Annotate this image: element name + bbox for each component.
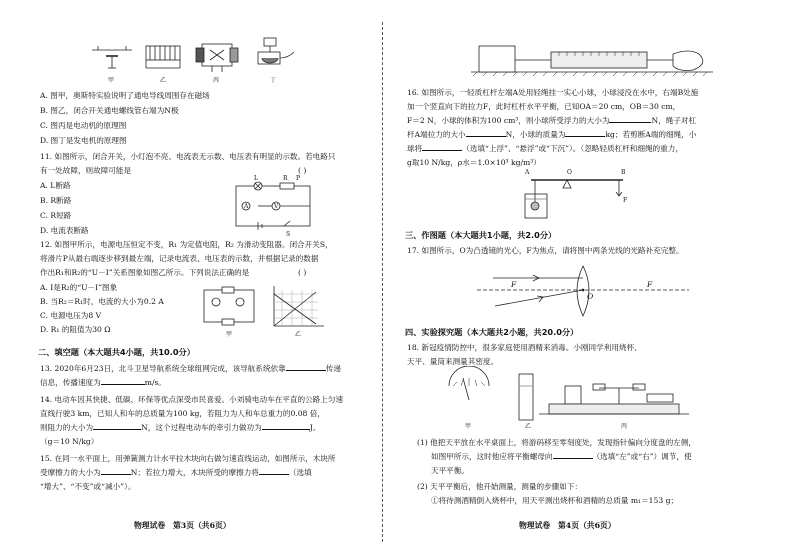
q10-option-d[interactable]: D. 图丁是发电机的原理图 bbox=[40, 136, 127, 145]
q16-blank-3[interactable] bbox=[565, 136, 605, 137]
q16-label-a: A bbox=[525, 169, 530, 176]
q13-text-c: 信息，传播速度为 bbox=[40, 378, 101, 387]
q12-stem-line3: 作出R₁和R₂的“U－I”关系图象如图乙所示。下列说法正确的是 bbox=[40, 268, 250, 277]
q12-fig-label-yi: 乙 bbox=[295, 331, 302, 338]
q11-option-c[interactable]: C. R短路 bbox=[40, 211, 72, 220]
q11-label-r: R bbox=[283, 175, 288, 182]
q10-figure-ding bbox=[252, 36, 298, 76]
q17-label-o: O bbox=[587, 292, 594, 301]
q11-option-b[interactable]: B. R断路 bbox=[40, 196, 72, 205]
q16-line3 bbox=[407, 116, 696, 126]
q12-option-c[interactable]: C. 电源电压为8 V bbox=[40, 311, 102, 320]
q16-text-c: 杆A端拉力的大小 bbox=[407, 130, 466, 139]
q16-text-e: kg；若剪断A端的细绳，小 bbox=[605, 130, 697, 139]
q10-fig-label-jia: 甲 bbox=[108, 77, 115, 84]
q18-line2: 天平、量筒来测量其密度。 bbox=[407, 357, 499, 366]
q12-option-b[interactable]: B. 当R₂＝R₁时，电流的大小为0.2 A bbox=[40, 297, 164, 306]
q13-text-b: 传递 bbox=[325, 364, 341, 373]
q12-fig-label-jia: 甲 bbox=[226, 331, 233, 338]
q16-line4 bbox=[407, 130, 696, 140]
q11-label-l: L bbox=[254, 175, 258, 182]
q11-label-s: S bbox=[286, 231, 291, 238]
q18-sub2-line2: ①将待测酒精倒入烧杯中，用天平测出烧杯和酒精的总质量 m₁＝153 g； bbox=[431, 496, 679, 505]
q15-text-a: 受摩擦力的大小为 bbox=[40, 468, 101, 477]
q10-option-b[interactable]: B. 图乙，闭合开关通电螺线管右端为N极 bbox=[40, 106, 179, 115]
q11-label-a: A bbox=[244, 203, 249, 210]
q16-line6: g取10 N/kg，ρ水＝1.0×10³ kg/m³） bbox=[407, 158, 541, 167]
q11-answer-paren: ( ) bbox=[298, 166, 307, 175]
q14-text-a: 则阻力的大小为 bbox=[40, 423, 94, 432]
q10-figure-bing bbox=[192, 38, 242, 74]
q16-blank-1[interactable] bbox=[609, 122, 651, 123]
q12-option-d[interactable]: D. R₁ 的阻值为30 Ω bbox=[40, 325, 111, 334]
q11-stem-line2: 有一处故障，则故障可能是 bbox=[40, 166, 132, 175]
q15-line3: “增大”、“不变”或“减小”）。 bbox=[40, 482, 136, 491]
q15-line1: 15. 在同一水平面上，用弹簧测力计水平拉木块向右做匀速直线运动，如图所示，木块所 bbox=[40, 454, 336, 463]
left-page bbox=[0, 0, 372, 560]
q13-text-a: 13. 2020年6月23日，北斗卫星导航系统全球组网完成，该导航系统依靠 bbox=[40, 364, 286, 373]
q14-blank-1[interactable] bbox=[93, 429, 141, 430]
q16-label-b: B bbox=[621, 169, 626, 176]
q11-label-p: P bbox=[296, 175, 301, 182]
q16-blank-4[interactable] bbox=[422, 150, 462, 151]
q12-ui-graph bbox=[268, 282, 326, 332]
q16-label-o: O bbox=[567, 169, 572, 176]
q18-balance-figure bbox=[439, 366, 729, 424]
q10-figure-yi bbox=[142, 38, 184, 74]
q15-text-c: （选填 bbox=[288, 468, 312, 477]
q16-lever-figure bbox=[523, 172, 633, 222]
q18-sub1-line1: (1) 他把天平放在水平桌面上，将游码移至零刻度处，发现指针偏向分度盘的左侧， bbox=[417, 438, 696, 447]
q15-line2 bbox=[40, 468, 312, 478]
q13-blank-2[interactable] bbox=[101, 384, 145, 385]
q11-circuit-diagram bbox=[228, 180, 318, 236]
q10-fig-label-yi: 乙 bbox=[160, 77, 167, 84]
section4-heading: 四、实验探究题（本大题共2小题，共20.0分） bbox=[405, 327, 579, 337]
q11-label-v: V bbox=[274, 203, 279, 210]
q18-text-b: （选填“左”或“右”）调节，使 bbox=[592, 452, 692, 461]
q16-label-f: F bbox=[623, 197, 628, 204]
q10-option-c[interactable]: C. 图丙是电动机的原理图 bbox=[40, 121, 127, 130]
q14-blank-2[interactable] bbox=[262, 429, 310, 430]
q16-text-a: F＝2 N，小球的体积为100 cm³，则小球所受浮力的大小为 bbox=[407, 116, 610, 125]
q12-answer-paren: ( ) bbox=[298, 268, 307, 277]
q18-sub2-line1: (2) 天平平衡后，他开始测量，测量的步骤如下： bbox=[417, 482, 583, 491]
q18-text-a: 如图甲所示，这时他应将平衡螺母向 bbox=[431, 452, 553, 461]
q16-line2: 加一个竖直向下的拉力F，此时杠杆水平平衡，已知OA＝20 cm，OB＝30 cm， bbox=[407, 102, 681, 111]
right-page-footer: 物理试卷 第4页（共6页） bbox=[519, 521, 616, 530]
q10-fig-label-bing: 丙 bbox=[213, 77, 220, 84]
q16-line1: 16. 如图所示，一轻质杠杆左端A处用轻绳挂一实心小球，小球浸没在水中，右端B处施 bbox=[407, 88, 699, 97]
q16-blank-2[interactable] bbox=[466, 136, 506, 137]
q10-option-a[interactable]: A. 图甲，奥斯特实验说明了通电导线周围存在磁场 bbox=[40, 91, 210, 100]
q17-lens-figure bbox=[473, 262, 693, 320]
q18-line1: 18. 新冠疫情防控中，很多家庭使用酒精来消毒。小刚同学利用烧杯、 bbox=[407, 343, 642, 352]
section3-heading: 三、作图题（本大题共1小题，共2.0分） bbox=[405, 230, 557, 240]
left-page-footer: 物理试卷 第3页（共6页） bbox=[134, 521, 231, 530]
q12-circuit-figure bbox=[198, 284, 260, 330]
q17-label-f-right: F bbox=[647, 280, 653, 289]
q14-text-c: J。 bbox=[309, 423, 321, 432]
q10-fig-label-ding: 丁 bbox=[270, 77, 277, 84]
q17-label-f-left: F bbox=[511, 280, 517, 289]
q10-figure-jia bbox=[88, 38, 136, 74]
q15-text-b: N；若拉力增大，木块所受的摩擦力将 bbox=[130, 468, 259, 477]
q16-text-b: N，绳子对杠 bbox=[651, 116, 697, 125]
q13-text-d: m/s。 bbox=[144, 378, 166, 387]
q13-line1 bbox=[40, 364, 341, 374]
q14-line1: 14. 电动车因其快捷、低碳、环保等优点深受市民喜爱。小刘骑电动车在平直的公路上匀速 bbox=[40, 395, 344, 404]
q18-fig-label-bing: 丙 bbox=[621, 423, 628, 430]
section2-heading: 二、填空题（本大题共4小题，共10.0分） bbox=[38, 347, 195, 357]
q12-stem-line1: 12. 如图甲所示，电源电压恒定不变，R₁ 为定值电阻，R₂ 为滑动变阻器。闭合开关S， bbox=[40, 240, 333, 249]
q16-line5 bbox=[407, 144, 683, 154]
q18-sub1-line3: 天平平衡。 bbox=[431, 466, 469, 475]
q13-line2 bbox=[40, 378, 166, 388]
q18-sub1-line2 bbox=[431, 452, 692, 462]
q16-text-f: 球将 bbox=[407, 144, 423, 153]
q16-text-g: （选填“上浮”、“悬浮”或“下沉”）。（忽略轻质杠杆和细绳的重力， bbox=[462, 144, 683, 153]
right-page bbox=[395, 0, 794, 560]
q14-line2: 直线行驶3 km，已知人和车的总质量为100 kg，若阻力为人和车总重力的0.08 倍， bbox=[40, 409, 325, 418]
q14-line4: （g＝10 N/kg） bbox=[40, 437, 99, 446]
q18-blank-1[interactable] bbox=[553, 458, 593, 459]
q18-fig-label-jia: 甲 bbox=[465, 423, 472, 430]
q17-stem: 17. 如图所示，O为凸透镜的光心，F为焦点，请将图中两条光线的光路补充完整。 bbox=[407, 246, 684, 255]
q11-option-d[interactable]: D. 电流表断路 bbox=[40, 226, 89, 235]
q12-option-a[interactable]: A. Ⅰ是R₂的“U－I”图象 bbox=[40, 283, 118, 292]
q16-text-d: N，小球的质量为 bbox=[505, 130, 566, 139]
q14-line3 bbox=[40, 423, 320, 433]
q15-spring-scale-figure bbox=[467, 40, 717, 76]
q11-stem-line1: 11. 如图所示，闭合开关，小灯泡不亮、电流表无示数、电压表有明显的示数。若电路只 bbox=[40, 152, 336, 161]
q15-blank-1[interactable] bbox=[101, 474, 131, 475]
q14-text-b: N，这个过程电动车的牵引力做功为 bbox=[141, 423, 262, 432]
q12-stem-line2: 将滑片P从最右端逐步移到最左端，记录电流表、电压表的示数，并根据记录的数据 bbox=[40, 254, 319, 263]
q15-blank-2[interactable] bbox=[259, 474, 289, 475]
q13-blank-1[interactable] bbox=[286, 370, 326, 371]
q18-fig-label-yi: 乙 bbox=[525, 423, 532, 430]
page-divider bbox=[382, 22, 383, 542]
q11-option-a[interactable]: A. L断路 bbox=[40, 181, 71, 190]
